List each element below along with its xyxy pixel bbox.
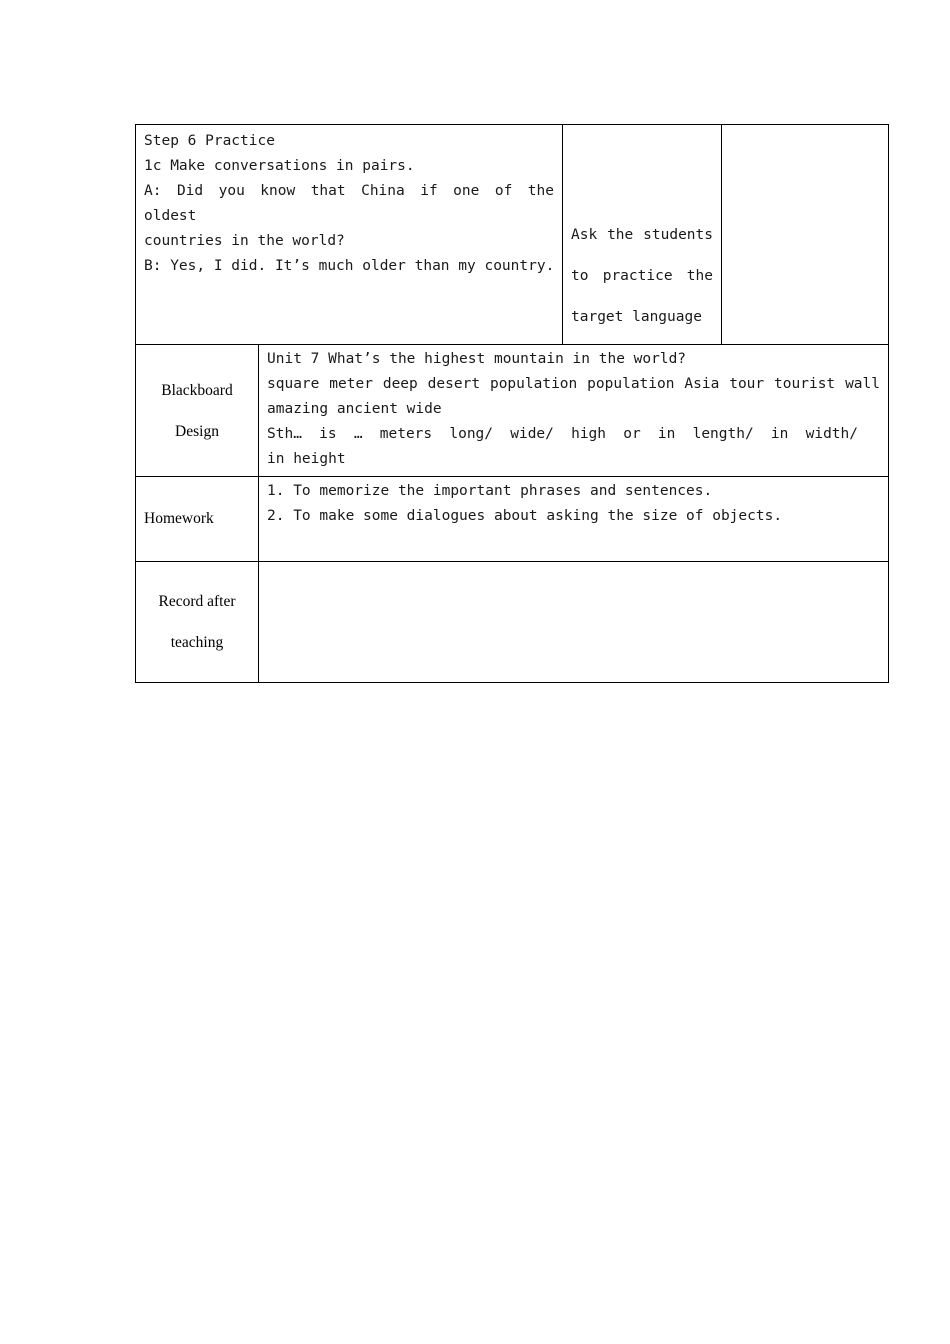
homework-row (136, 477, 889, 562)
homework-label-cell (136, 477, 259, 562)
record-content-cell (259, 562, 889, 683)
practice-row (136, 125, 889, 345)
record-content (259, 562, 888, 570)
practice-content-cell (136, 125, 563, 345)
teacher-activity-line: target language (571, 309, 702, 325)
teacher-activity-line: Ask the students (571, 227, 713, 243)
blackboard-label-cell (136, 345, 259, 477)
record-label: teaching (170, 634, 224, 651)
blackboard-line: amazing ancient wide (267, 401, 442, 417)
lesson-plan-table (135, 124, 889, 683)
blackboard-row (136, 345, 889, 477)
blackboard-line: square meter deep desert population population Asia tour tourist wall (267, 376, 880, 392)
blackboard-label: Blackboard (161, 381, 233, 399)
homework-item: 1. To memorize the important phrases and sentences. (267, 483, 713, 499)
record-label: Record after (158, 593, 236, 610)
practice-line: B: Yes, I did. It’s much older than my country. (144, 258, 555, 274)
homework-item: 2. To make some dialogues about asking the size of objects. (267, 508, 783, 524)
practice-line: 1c Make conversations in pairs. (144, 158, 415, 174)
blackboard-content-cell (259, 345, 889, 477)
homework-label: Homework (144, 510, 214, 527)
practice-line: A: Did you know that China if one of the oldest (144, 183, 554, 224)
teacher-activity-line: to practice the (571, 268, 713, 284)
homework-content-cell (259, 477, 889, 562)
record-label-cell (136, 562, 259, 683)
blackboard-line: in height (267, 451, 346, 467)
record-row (136, 562, 889, 683)
practice-line: countries in the world? (144, 233, 345, 249)
blackboard-line: Sth… is … meters long/ wide/ high or in length/ in width/ (267, 426, 858, 442)
purpose-cell (722, 125, 889, 345)
practice-line: Step 6 Practice (144, 133, 275, 149)
blackboard-line: Unit 7 What’s the highest mountain in the world? (267, 351, 687, 367)
blackboard-label: Design (175, 422, 219, 440)
teacher-activity-cell (563, 125, 722, 345)
